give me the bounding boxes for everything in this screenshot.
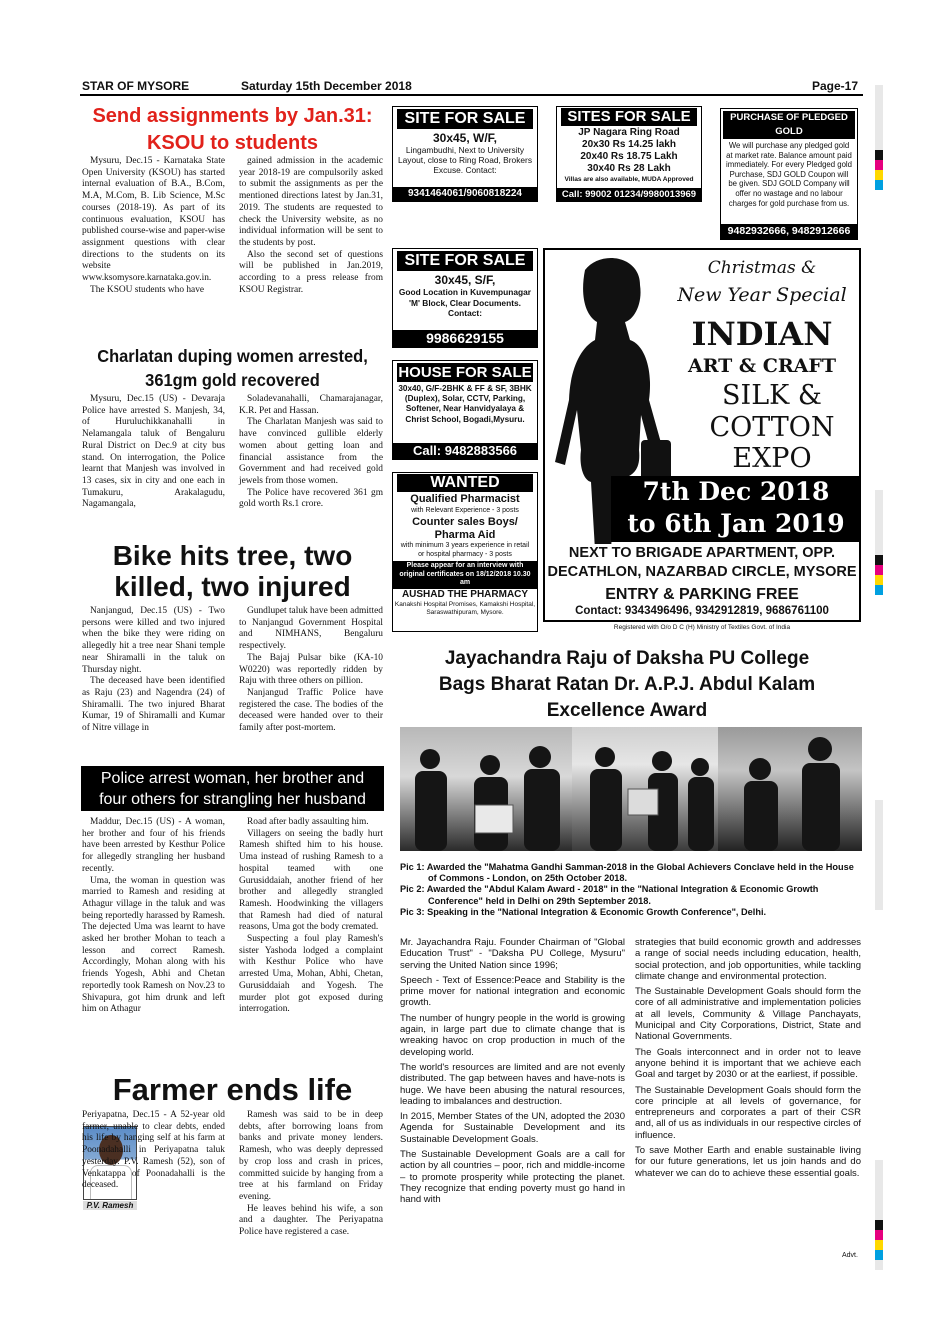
- expo-venue-line: NEXT TO BRIGADE APARTMENT, OPP.: [568, 545, 836, 561]
- paragraph: Uma, the woman in question was married to Ramesh and residing at Athagur village in the taluk and was being reportedly harassed by Ramesh. The dejected Uma was learnt to have asked her brother Mohan to teach a lesson and correct Ramesh. Accordingly, Mohan along with his friends Yogesh, Abhi and Chetan reportedly took Ramesh on Nov.23 to Shivapura, got him drunk and left him on Athagur: [82, 875, 225, 1015]
- ad-body: Good Location in Kuvempunagar 'M' Block, Clear Documents. Contact:: [398, 287, 532, 318]
- expo-date-line: 7th Dec 2018: [642, 477, 830, 506]
- paragraph: The Police have recovered 361 gm gold worth Rs.1 crore.: [239, 487, 383, 510]
- paragraph: The world's resources are limited and are not evenly distributed. The gap between haves and have-nots is huge. We have been abusing the natural resources, leading to imbalances and destruction.: [400, 1061, 625, 1107]
- paragraph: gained admission in the academic year 2018-19 are compulsorily asked to submit the assignments as per the mentioned directions latest by Jan.31, 2019. The students are requested to check the University website, as no individual information will be sent to the students by post.: [239, 156, 383, 248]
- ad-line: 20x40 Rs 18.75 Lakh: [580, 151, 678, 162]
- paragraph: Ramesh was said to be in deep debts, after borrowing loans from banks and private money lenders. Ramesh, who was deeply depressed by crop loss and crash in prices, committed suicide by hanging from a tree at his farmland on Friday evening.: [239, 1110, 383, 1202]
- ad-phone: 9482932666, 9482912666: [721, 224, 857, 239]
- daksha-col-1: [400, 937, 625, 1206]
- paragraph: The Goals interconnect and in order not to leave anyone behind it is important that we achieve each Goal and target by 2030 or at the earliest, if possible.: [635, 1046, 861, 1081]
- ad-line: Please appear for an interview with original certificates on 18/12/2018 10.30 am: [393, 561, 537, 589]
- masthead-name: STAR OF MYSORE: [82, 79, 190, 93]
- color-bars: [875, 1220, 883, 1260]
- expo-date-line: to 6th Jan 2019: [627, 509, 845, 538]
- ad-title: SITE FOR SALE: [397, 251, 533, 271]
- bike-col-1: [82, 606, 225, 735]
- farmer-photo-caption: P.V. Ramesh: [83, 1201, 137, 1210]
- header-rule: [80, 94, 863, 96]
- paragraph: The Sustainable Development Goals should form the core principle at all levels of governance, for entrepreneurs and corporates a part of their CSR and, all of us as individuals in our respective circles of influence.: [635, 1084, 862, 1141]
- ad-pledged-gold: [720, 108, 858, 240]
- ad-size: 30x45, S/F,: [434, 273, 496, 287]
- advt-label: Advt.: [842, 1252, 858, 1259]
- headline-line: four others for strangling her husband: [99, 791, 366, 808]
- expo-title-line: SILK &: [722, 380, 822, 411]
- headline-line: KSOU to students: [146, 132, 319, 154]
- page-number: Page-17: [812, 79, 859, 93]
- caption-line: Pic 1: Awarded the "Mahatma Gandhi Samman-2018 in the Global Achievers Conclave held in the House of Commons - London, on 25th October 2018.: [400, 862, 854, 884]
- daksha-headline: [392, 646, 862, 724]
- paragraph: He leaves behind his wife, a son and a daughter. The Periyapatna Police have registered a case.: [239, 1203, 383, 1238]
- expo-title-line: INDIAN: [691, 315, 833, 353]
- paragraph: The Sustainable Development Goals are a call for action by all countries – poor, rich and middle-income – to promote prosperity while protecting the planet. They recognize that ending poverty must go hand in hand with: [400, 1149, 625, 1206]
- paragraph: Suspecting a foul play Ramesh's sister Yashoda lodged a complaint with Kesthur Police who have arrested Uma, Mohan, Abhi, Chetan, Gurusiddaiah and Yogesh. The murder plot got exposed during interrogation.: [239, 934, 383, 1015]
- expo-title-line: ART & CRAFT: [687, 355, 836, 377]
- expo-title-line: EXPO: [732, 443, 812, 474]
- color-bars: [875, 150, 883, 190]
- daksha-captions: [400, 862, 862, 918]
- ad-body: Lingambudhi, Next to University Layout, close to Ring Road, Brokers Excuse. Contact:: [397, 145, 533, 175]
- paragraph: The Sustainable Development Goals should form the core of all administrative and implementation policies at all levels, Community & Village Panchayats, Municipal and City Corporations, District, State and National Governments.: [635, 986, 861, 1043]
- charlatan-col-2: [239, 394, 383, 511]
- expo-title-line: COTTON: [709, 412, 835, 443]
- issue-date: Saturday 15th December 2018: [241, 79, 412, 93]
- daksha-col-2: [635, 937, 861, 1179]
- ksou-col-2: [239, 156, 383, 296]
- margin-strip: [875, 800, 883, 910]
- ad-line: with minimum 3 years experience in retail or hospital pharmacy - 3 posts: [400, 542, 530, 558]
- expo-entry: ENTRY & PARKING FREE: [605, 586, 799, 603]
- bike-headline: [80, 540, 385, 602]
- ad-body: We will purchase any pledged gold at market rate. Balance amount paid immediately. For every Pledged gold Purchase, SDJ GOLD Coupon will be given. SDJ GOLD Company will offer no wastage and no labour charges for gold purchase from us.: [726, 141, 852, 208]
- award-photo-strip: [400, 727, 862, 851]
- expo-script-line: Christmas &: [707, 258, 817, 278]
- paragraph: strategies that build economic growth and addresses a range of social needs including education, health, social protection, and job opportunities, while tackling climate change and environmental protection.: [635, 937, 861, 982]
- charlatan-headline: [89, 344, 376, 392]
- paragraph: Nanjangud Traffic Police have registered the case. The bodies of the deceased were handed over to their family after post-mortem.: [239, 687, 383, 734]
- ad-wanted: [392, 472, 538, 632]
- bike-col-2: [239, 606, 383, 735]
- ad-title: PURCHASE OF PLEDGED GOLD: [723, 111, 855, 139]
- police-col-1: [82, 817, 225, 1016]
- police-col-2: [239, 817, 383, 1016]
- headline-line: Excellence Award: [546, 700, 708, 721]
- paragraph: Also the second set of questions will be published in Jan.2019, according to a press release from KSOU Registrar.: [239, 249, 383, 295]
- police-headline: [81, 766, 384, 811]
- award-photo-figures: [400, 727, 862, 851]
- ad-line: with Relevant Experience - 3 posts: [411, 507, 519, 514]
- expo-venue-line: DECATHLON, NAZARBAD CIRCLE, MYSORE: [547, 564, 857, 580]
- expo-dates-band: [611, 476, 861, 542]
- ad-phone: 9986629155: [393, 330, 537, 347]
- headline-line: killed, two injured: [114, 571, 351, 602]
- ksou-col-1: [82, 156, 225, 296]
- paragraph: Mysuru, Dec.15 (US) - Devaraja Police have arrested S. Manjesh, 34, of Huruluchikkanahalli in Nelamangala taluk of Bengaluru Rural District on Dec.9 at city bus stand. On interrogation, the Police learnt that Manjesh was involved in 13 cases, six in city and one each in Tumakuru, Arakalagudu, Nagamangala,: [82, 394, 225, 510]
- paragraph: Maddur, Dec.15 (US) - A woman, her brother and four of his friends have been arrested by Kesthur Police for allegedly strangling her husband recently.: [82, 817, 225, 874]
- ad-line: Qualified Pharmacist: [410, 493, 520, 505]
- paragraph: The deceased have been identified as Raju (23) and Nagendra (24) of Shiramalli. The two injured Bharat Kumar, 19 of Shiramalli and Kumar of Nitre village in: [82, 676, 225, 734]
- ad-phone: Call: 99002 01234/9980013969: [557, 188, 701, 201]
- headline-line: Bags Bharat Ratan Dr. A.P.J. Abdul Kalam: [438, 674, 816, 695]
- paragraph: Villagers on seeing the badly hurt Ramesh shifted him to his house. Uma instead of rushing Ramesh to a hospital teamed with one Gurusiddaiah, another friend of her brother and allegedly strangled Ramesh. Hoodwinking the villagers that Ramesh had died of natural reasons, Uma got the body cremated.: [239, 828, 383, 933]
- ad-line: Villas are also available, MUDA Approved: [564, 176, 694, 183]
- ad-phone: 9341464061/9060818224: [393, 187, 537, 201]
- headline-line: Jayachandra Raju of Daksha PU College: [444, 648, 810, 669]
- paragraph: Road after badly assaulting him.: [247, 817, 369, 827]
- paragraph: Speech - Text of Essence:Peace and Stability is the prime mover for national integration and economic growth.: [400, 974, 625, 1009]
- headline-line: Bike hits tree, two: [112, 540, 353, 571]
- paragraph: The Charlatan Manjesh was said to have convinced gullible elderly women about getting loan and financial assistance from the Government and had received gold jewels from those women.: [239, 417, 383, 486]
- expo-venue: [545, 544, 859, 582]
- expo-contact: Contact: 9343496496, 9342912819, 9686761100: [575, 605, 829, 617]
- ad-title: SITES FOR SALE: [561, 108, 697, 126]
- paragraph: Soladevanahalli, Chamarajanagar, K.R. Pet and Hassan.: [239, 394, 383, 416]
- farmer-headline: Farmer ends life: [112, 1072, 353, 1107]
- ad-line: Pharma Aid: [434, 529, 496, 541]
- ad-line: 20x30 Rs 14.25 lakh: [582, 139, 676, 150]
- ksou-headline: [80, 103, 385, 157]
- headline-line: 361gm gold recovered: [145, 370, 320, 390]
- paragraph: Periyapatna, Dec.15 - A 52-year old farmer, unable to clear debts, ended his life by hanging self at his farm at Poonadahalli in Periyapatna taluk yesterday. P.V. Ramesh (52), son of Venkatappa of Poonadahalli is the deceased.: [82, 1110, 225, 1191]
- ad-title: SITE FOR SALE: [397, 109, 533, 129]
- paragraph: The KSOU students who have: [90, 284, 205, 295]
- headline-line: Send assignments by Jan.31:: [92, 105, 373, 127]
- ad-line: Kanakshi Hospital Promises, Kamakshi Hospital, Saraswathipuram, Mysore.: [394, 600, 536, 616]
- ad-phone: Call: 9482883566: [393, 443, 537, 459]
- paragraph: The number of hungry people in the world is growing again, in large part due to climate change that is wreaking havoc on crop production in much of the developing world.: [400, 1012, 625, 1058]
- ad-site-for-sale-3: [392, 248, 538, 348]
- farmer-col-1: [82, 1110, 225, 1192]
- ad-size: 30x45, W/F,: [432, 131, 498, 145]
- ad-house-for-sale: [392, 360, 538, 460]
- farmer-col-2: [239, 1110, 383, 1239]
- ad-line: AUSHAD THE PHARMACY: [401, 588, 529, 600]
- paragraph: Gundlupet taluk have been admitted to Nanjangud Government Hospital and NIMHANS, Bengaluru respectively.: [239, 606, 383, 652]
- ad-silk-cotton-expo: [543, 248, 861, 622]
- ad-line: JP Nagara Ring Road: [578, 127, 680, 138]
- paragraph: The Bajaj Pulsar bike (KA-10 W0220) was reportedly ridden by Raju with three others on pillion.: [239, 652, 383, 687]
- ad-title: HOUSE FOR SALE: [398, 364, 532, 381]
- ad-sites-for-sale-2: [556, 106, 702, 202]
- ad-site-for-sale-1: [392, 106, 538, 202]
- caption-line: Pic 2: Awarded the "Abdul Kalam Award - 2018" in the "National Integration & Economic Growth Conference" held in Delhi on 29th September 2018.: [400, 884, 819, 906]
- headline-line: Police arrest woman, her brother and: [100, 770, 365, 787]
- caption-line: Pic 3: Speaking in the "National Integration & Economic Growth Conference", Delhi.: [400, 906, 767, 917]
- ad-title: WANTED: [397, 474, 533, 492]
- paragraph: Mysuru, Dec.15 - Karnataka State Open University (KSOU) has started internal evaluation of B.A., B.Com, M.A, M.Com, B. Lib Science, M.Sc courses (2018-19). As part of its continuous evaluation, KSOU has published course-wise and paper-wise assignment questions with clear directions to the students on its website www.ksomysore.karnataka.gov.in.: [82, 156, 225, 284]
- ad-line: Counter sales Boys/: [412, 516, 518, 528]
- expo-script-line: New Year Special: [677, 284, 847, 306]
- paragraph: Mr. Jayachandra Raju. Founder Chairman of "Global Education Trust" - "Daksha PU College, Mysuru" serving the United Nation since 1996;: [400, 937, 625, 971]
- ad-line: 30x40 Rs 28 Lakh: [587, 163, 671, 174]
- charlatan-col-1: [82, 394, 225, 511]
- paragraph: In 2015, Member States of the UN, adopted the 2030 Agenda for Sustainable Development and its Sustainable Development Goals.: [400, 1111, 625, 1145]
- paragraph: To save Mother Earth and enable sustainable living for our future generations, let us join hands and do whatever we can do to achieve these essential goals.: [635, 1145, 861, 1179]
- ad-body: 30x40, G/F-2BHK & FF & SF, 3BHK (Duplex), Solar, CCTV, Parking, Softener, Near Hanvidyalaya & Christ School, Bogadi,Mysuru.: [398, 384, 532, 424]
- expo-registration: Registered with O/o D C (H) Ministry of Textiles Govt. of India: [613, 624, 791, 631]
- color-bars: [875, 555, 883, 595]
- headline-line: Charlatan duping women arrested,: [97, 346, 368, 366]
- paragraph: Nanjangud, Dec.15 (US) - Two persons were killed and two injured when the bike they were riding on allegedly hit a tree near Shani temple near Shiramalli in the taluk on Thursday night.: [82, 606, 225, 675]
